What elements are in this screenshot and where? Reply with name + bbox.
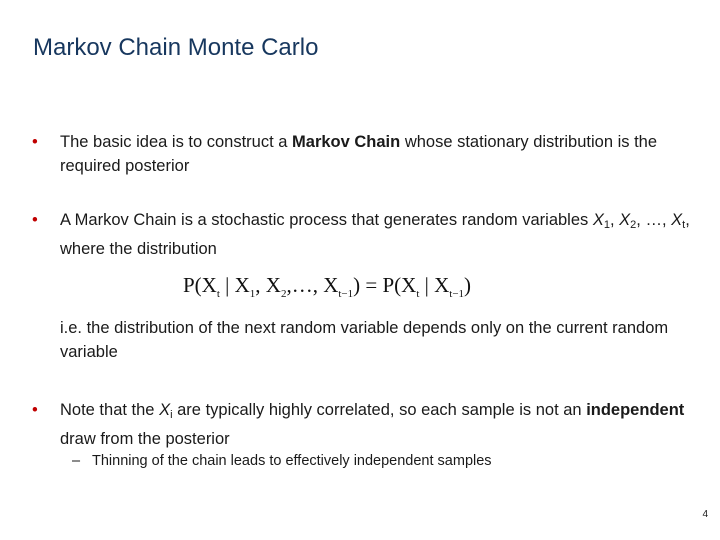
ie-explanation-text: i.e. the distribution of the next random variable depends only on the current random variable (60, 319, 669, 361)
markov-property-equation: $P(X_t$ | $X_1$, $X_2,\dots$, $X_{t-1}) = P(X_t$ | $X_{t-1}$) (183, 273, 472, 301)
sub-bullet-dash: – (72, 453, 81, 469)
slide-title: Markov Chain Monte Carlo (33, 34, 319, 61)
bold-term-markov-chain: Markov Chain (292, 133, 401, 151)
bullet-text: The basic idea is to construct a Markov Chain whose stationary distribution is the required posterior (60, 133, 658, 175)
bullet-marker: • (32, 211, 38, 229)
bullet-text: A Markov Chain is a stochastic process that generates random variables $X_1$, $X_2$, …, $X_t$, where the distribution (60, 211, 690, 258)
page-number: 4 (702, 509, 708, 520)
bullet-text: Note that the $X_i$ are typically highly correlated, so each sample is not an independent draw from the posterior (60, 401, 685, 448)
sub-bullet-thinning (72, 450, 492, 472)
bullet-marker: • (32, 401, 38, 419)
sub-bullet-text: Thinning of the chain leads to effectively independent samples (92, 453, 492, 469)
bold-term-independent: independent (586, 401, 685, 419)
bullet-marker: • (32, 133, 38, 151)
